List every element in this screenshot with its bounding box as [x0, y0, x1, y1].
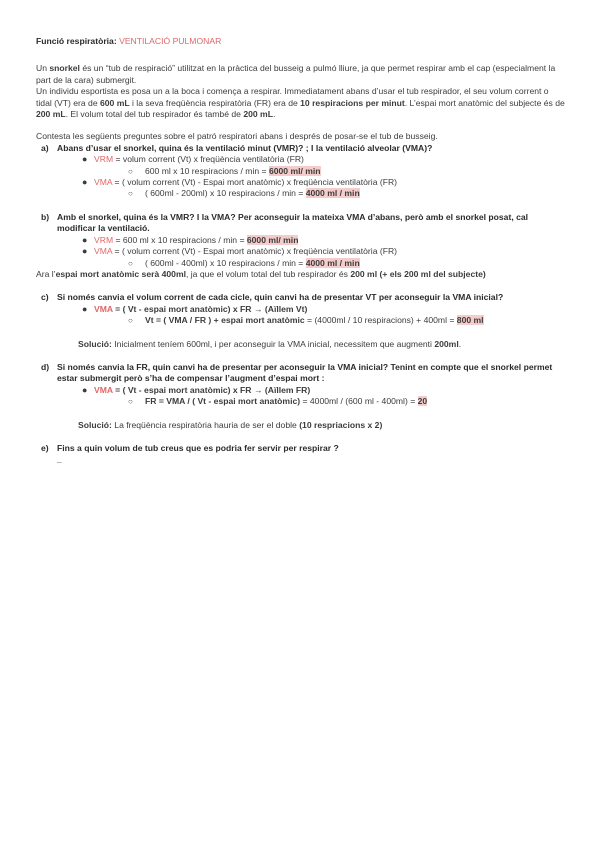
intro-paragraph-2: Un individu esportista es posa un a la boca i comença a respirar. Immediatament abans d’usar el tub respirador, el seu volum corrent o tidal (VT) era de 600 mL i la seva freqüència respiratòria (FR) era de 10 respiracions per minut. L’espai mort anatòmic del subjecte és de 200 mL. El volum total del tub respirador és també de 200 mL. — [36, 86, 565, 120]
document-page — [36, 36, 566, 466]
circle-bullet-icon: ○ — [128, 189, 133, 199]
question-b: b) Amb el snorkel, quina és la VMR? I la VMA? Per aconseguir la mateixa VMA d’abans, però amb el snorkel posat, cal modificar la ventilació. — [41, 211, 529, 234]
bullet-c-1: ● VMA = ( Vt - espai mort anatòmic) x FR → (Aïllem Vt) — [82, 303, 308, 314]
bullet-b-2: ● VMA = ( volum corrent (Vt) - Espai mort anatòmic) x freqüència ventilatòria (FR) — [82, 246, 398, 257]
sub-bullet-c-1: ○ Vt = ( VMA / FR ) + espai mort anatòmic = (4000ml / 10 respiracions) + 400ml = 800 ml — [128, 315, 484, 326]
instructions: Contesta les següents preguntes sobre el patró respiratori abans i després de posar-se el tub de busseig. — [36, 131, 438, 142]
bullet-dot-icon: ● — [82, 303, 88, 314]
bullet-b-1: ● VRM = 600 ml x 10 respiracions / min = 6000 ml/ min — [82, 234, 299, 245]
circle-bullet-icon: ○ — [128, 316, 133, 326]
bullet-a-1: ● VRM = volum corrent (Vt) x freqüència ventilatòria (FR) — [82, 154, 304, 165]
bullet-dot-icon: ● — [82, 234, 88, 245]
note-b: Ara l’espai mort anatòmic serà 400ml, ja que el volum total del tub respirador és 200 ml (+ els 200 ml del subjecte) — [36, 268, 486, 279]
sub-bullet-d-1: ○ FR = VMA / ( Vt - espai mort anatòmic) = 4000ml / (600 ml - 400ml) = 20 — [128, 396, 428, 407]
title-prefix: Funció respiratòria: — [36, 36, 117, 46]
circle-bullet-icon: ○ — [128, 166, 133, 176]
bullet-dot-icon: ● — [82, 154, 88, 165]
bullet-dot-icon: ● — [82, 177, 88, 188]
bullet-dot-icon: ● — [82, 384, 88, 395]
bullet-dot-icon: ● — [82, 246, 88, 257]
intro-paragraph-1: Un snorkel és un “tub de respiració” utilitzat en la pràctica del busseig a pulmó lliure, ja que permet respirar amb el cap (especialment la part de la cara) submergit. — [36, 63, 556, 85]
solution-c: Solució: Inicialment teníem 600ml, i per aconseguir la VMA inicial, necessitem que augmenti 200ml. — [78, 338, 462, 349]
sub-bullet-a-2: ○ ( 600ml - 200ml) x 10 respiracions / min = 4000 ml / min — [128, 188, 360, 199]
question-d: d) Si només canvia la FR, quin canvi ha de presentar per aconseguir la VMA inicial? Tenint en compte que el snorkel permet estar submergit però s’ha de compensar l’augment d’espai mort : — [41, 361, 553, 384]
question-a: a) Abans d’usar el snorkel, quina és la ventilació minut (VMR)? ; I la ventilació alveolar (VMA)? — [41, 142, 433, 153]
sub-bullet-b-2: ○ ( 600ml - 400ml) x 10 respiracions / min = 4000 ml / min — [128, 257, 360, 268]
circle-bullet-icon: ○ — [128, 258, 133, 268]
document-title — [36, 36, 566, 47]
sub-bullet-a-1: ○ 600 ml x 10 respiracions / min = 6000 ml/ min — [128, 165, 321, 176]
answer-e: _ — [57, 454, 62, 465]
circle-bullet-icon: ○ — [128, 397, 133, 407]
bullet-d-1: ● VMA = ( Vt - espai mort anatòmic) x FR → (Aïllem FR) — [82, 384, 311, 395]
bullet-a-2: ● VMA = ( volum corrent (Vt) - Espai mort anatòmic) x freqüència ventilatòria (FR) — [82, 177, 398, 188]
solution-d: Solució: La freqüència respiratòria hauria de ser el doble (10 respriacions x 2) — [78, 419, 383, 430]
title-topic: VENTILACIÓ PULMONAR — [119, 36, 222, 46]
question-e: e) Fins a quin volum de tub creus que es podria fer servir per respirar ? — [41, 442, 339, 453]
question-c: c) Si només canvia el volum corrent de cada cicle, quin canvi ha de presentar VT per aconseguir la VMA inicial? — [41, 292, 504, 303]
